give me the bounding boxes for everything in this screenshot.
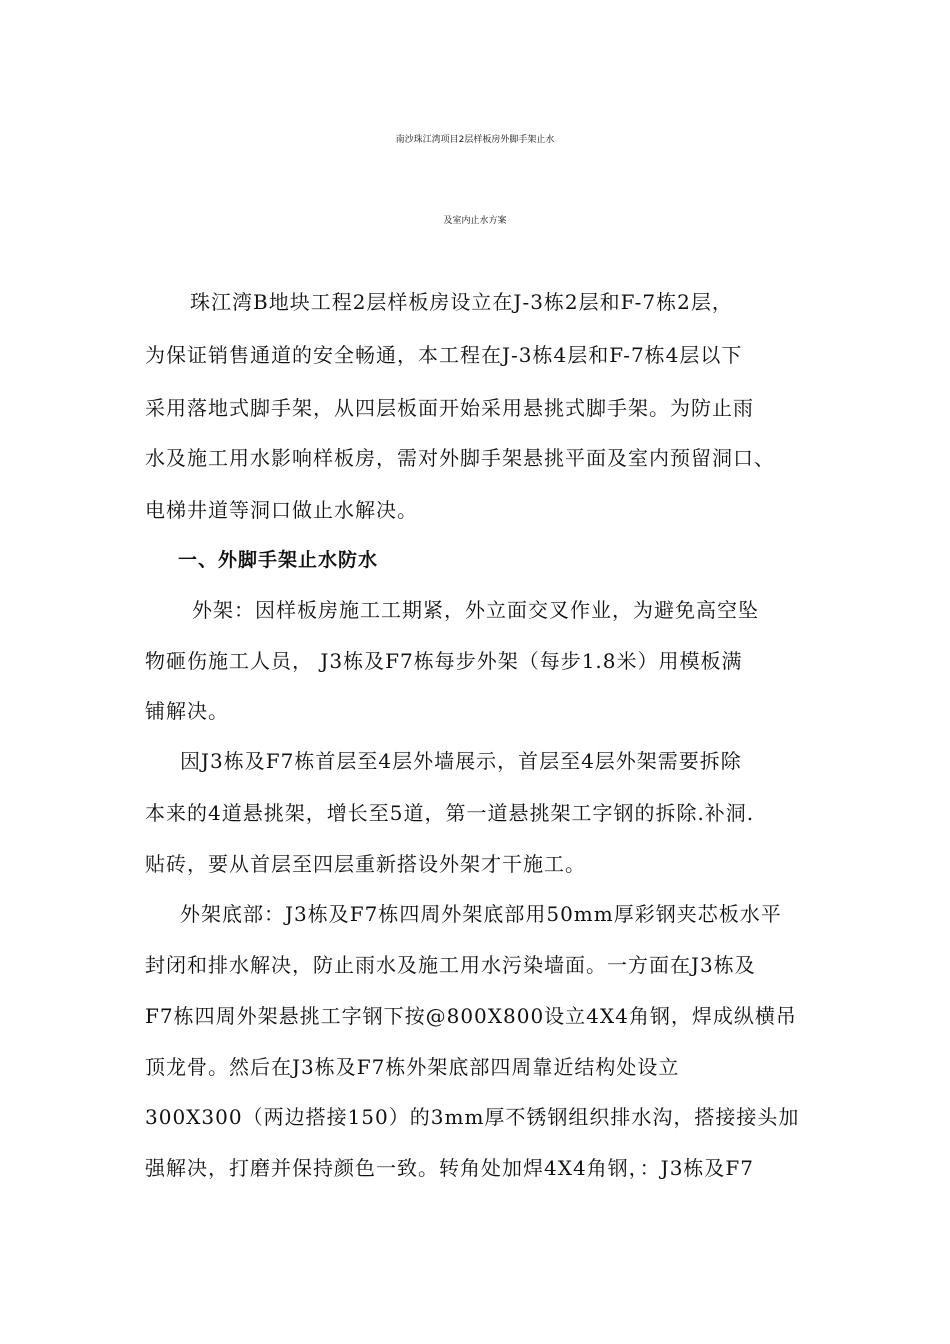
- text-line: F7栋四周外架悬挑工字钢下按@800X800设立4X4角钢，焊成纵横吊: [145, 1004, 797, 1028]
- text-line: 300X300（两边搭接150）的3mm厚不锈钢组织排水沟，搭接接头加: [145, 1105, 800, 1129]
- text-line: 水及施工用水影响样板房，需对外脚手架悬挑平面及室内预留洞口、: [145, 446, 775, 470]
- text-line: 采用落地式脚手架，从四层板面开始采用悬挑式脚手架。为防止雨: [145, 396, 754, 420]
- text-line: 因J3栋及F7栋首层至4层外墙展示，首层至4层外架需要拆除: [180, 749, 742, 773]
- text-line: 贴砖，要从首层至四层重新搭设外架才干施工。: [145, 852, 586, 876]
- document-title-line-2: 及室内止水方案: [443, 216, 507, 226]
- text-line: 本来的4道悬挑架，增长至5道，第一道悬挑架工字钢的拆除.补洞.: [145, 801, 755, 825]
- text-line: 铺解决。: [145, 699, 229, 723]
- text-line: 外架：因样板房施工工期紧，外立面交叉作业，为避免高空坠: [192, 598, 759, 622]
- text-line: 顶龙骨。然后在J3栋及F7栋外架底部四周靠近结构处设立: [145, 1055, 680, 1079]
- text-line: 封闭和排水解决，防止雨水及施工用水污染墙面。一方面在J3栋及: [145, 953, 756, 977]
- document-title-line-1: 南沙珠江湾项目2层样板房外脚手架止水: [395, 135, 555, 145]
- text-line: 为保证销售通道的安全畅通，本工程在J-3栋4层和F-7栋4层以下: [145, 343, 743, 367]
- text-line: 珠江湾B地块工程2层样板房设立在J-3栋2层和F-7栋2层，: [190, 290, 733, 314]
- text-line: 外架底部：J3栋及F7栋四周外架底部用50mm厚彩钢夹芯板水平: [180, 902, 782, 926]
- text-line: 强解决，打磨并保持颜色一致。转角处加焊4X4角钢，：J3栋及F7: [145, 1156, 755, 1180]
- text-line: 电梯井道等洞口做止水解决。: [145, 498, 418, 522]
- section-heading: 一、外脚手架止水防水: [178, 549, 379, 571]
- text-line: 物砸伤施工人员， J3栋及F7栋每步外架（每步1.8米）用模板满: [145, 649, 743, 673]
